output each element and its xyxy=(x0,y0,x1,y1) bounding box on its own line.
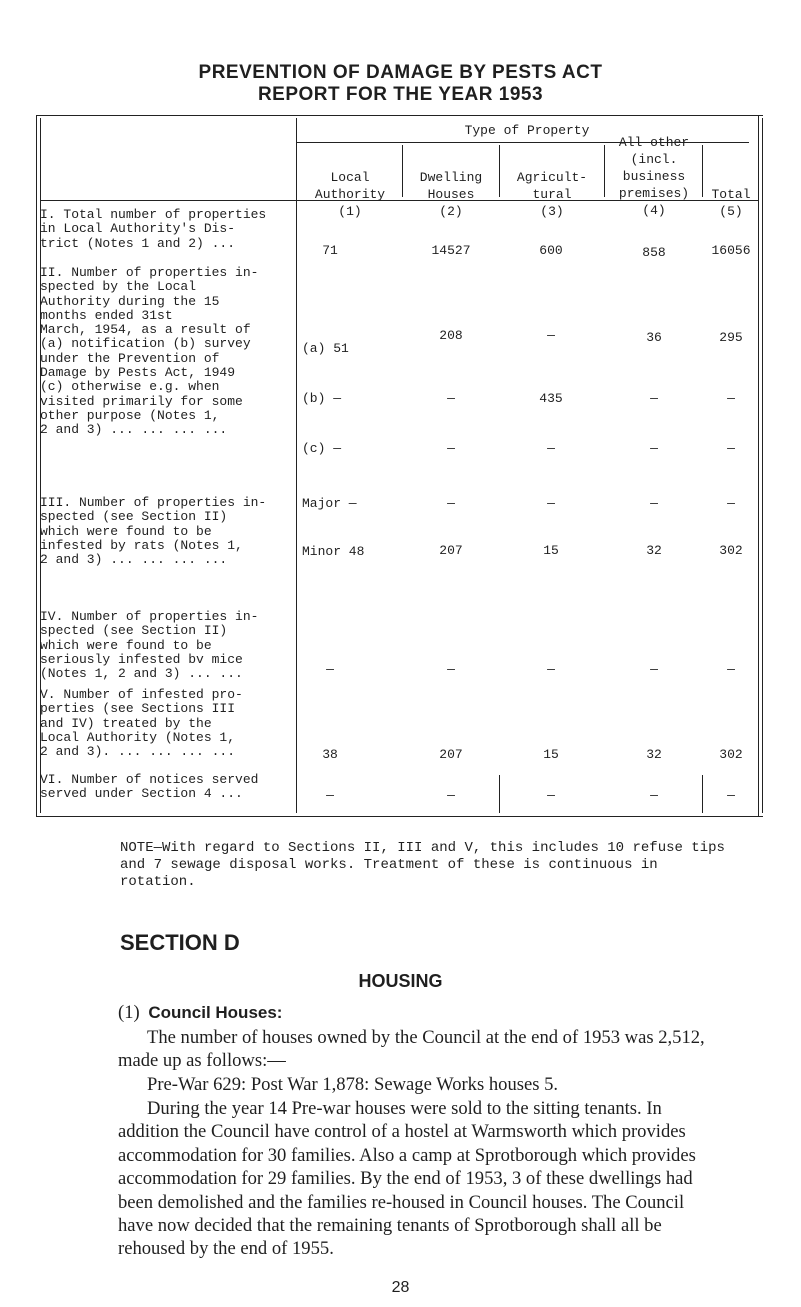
paragraph-houses-owned: The number of houses owned by the Council at the end of 1953 was 2,512, made up as follows:— xyxy=(118,1027,705,1072)
table-cell: (b) — xyxy=(302,391,342,406)
table-cell: Major — xyxy=(302,496,357,511)
table-cell: Minor 48 xyxy=(302,544,365,559)
table-cell: 302 xyxy=(719,543,743,558)
table-cell: — xyxy=(727,391,735,406)
table-cell: (c) — xyxy=(302,441,342,456)
table-cell: — xyxy=(650,662,658,677)
table-cell: 38 xyxy=(322,747,338,762)
col-header-local-authority: Local Authority (1) xyxy=(314,170,386,219)
type-of-property-header: Type of Property xyxy=(464,123,590,138)
table-cell: — xyxy=(447,788,455,803)
table-cell: 600 xyxy=(539,243,563,258)
table-cell: 295 xyxy=(719,330,743,345)
housing-heading: HOUSING xyxy=(358,971,443,991)
table-cell: — xyxy=(727,496,735,511)
page-subtitle: REPORT FOR THE YEAR 1953 xyxy=(257,84,544,105)
table-cell: — xyxy=(727,662,735,677)
table-cell: — xyxy=(326,788,334,803)
table-cell: — xyxy=(447,391,455,406)
table-cell: — xyxy=(326,662,334,677)
paragraph-house-breakdown: Pre-War 629: Post War 1,878: Sewage Works houses 5. xyxy=(147,1074,559,1095)
table-cell: 71 xyxy=(322,243,338,258)
table-cell: — xyxy=(447,441,455,456)
row-label-notices-served: VI. Number of notices served served under Section 4 ... xyxy=(40,772,259,802)
table-cell: — xyxy=(447,662,455,677)
item-title: Council Houses: xyxy=(148,1003,283,1022)
table-cell: — xyxy=(650,391,658,406)
table-cell: — xyxy=(727,441,735,456)
table-cell: 207 xyxy=(439,747,463,762)
col-header-agricultural: Agricult- tural (3) xyxy=(516,170,588,219)
table-cell: 14527 xyxy=(431,243,471,258)
row-label-treated: V. Number of infested pro- perties (see Sections III and IV) treated by the Local Authority (Notes 1, 2 and 3). ... ... ... ... xyxy=(40,687,243,760)
table-cell: (a) 51 xyxy=(302,341,349,356)
table-cell: 435 xyxy=(539,391,563,406)
col-header-all-other: All other (incl. business premises) (4) xyxy=(618,135,690,218)
table-cell: 15 xyxy=(543,747,559,762)
table-cell: 15 xyxy=(543,543,559,558)
table-cell: 858 xyxy=(642,245,666,260)
item-number: (1) xyxy=(118,1002,140,1023)
table-cell: 32 xyxy=(646,543,662,558)
table-cell: — xyxy=(727,788,735,803)
table-cell: — xyxy=(547,662,555,677)
col-header-total: Total (5) xyxy=(711,187,751,219)
table-cell: — xyxy=(650,441,658,456)
page-number: 28 xyxy=(391,1279,410,1296)
table-cell: — xyxy=(547,441,555,456)
table-cell: 16056 xyxy=(711,243,751,258)
row-label-total-properties: I. Total number of properties in Local Authority's Dis- trict (Notes 1 and 2) ... xyxy=(40,207,267,251)
table-cell: 302 xyxy=(719,747,743,762)
table-cell: 32 xyxy=(646,747,662,762)
table-cell: — xyxy=(547,328,555,343)
table-cell: 208 xyxy=(439,328,463,343)
page-title: PREVENTION OF DAMAGE BY PESTS ACT xyxy=(198,62,603,83)
table-note: NOTE—With regard to Sections II, III and V, this includes 10 refuse tips and 7 sewage disposal works. Treatment of these is continuous in rotation. xyxy=(120,840,725,890)
table-cell: 207 xyxy=(439,543,463,558)
row-label-mice-infested: IV. Number of properties in- spected (see Section II) which were found to be seriously infested bv mice (Notes 1, 2 and 3) ... ... xyxy=(40,609,259,682)
section-heading: SECTION D xyxy=(120,930,240,955)
table-cell: — xyxy=(650,496,658,511)
table-cell: — xyxy=(650,788,658,803)
row-label-properties-inspected: II. Number of properties in- spected by the Local Authority during the 15 months ended 31st March, 1954, as a result of (a) notification (b) survey under the Prevention of Damage by Pests Act, 1949 (c) otherwise e.g. when visited primarily for some other purpose (Notes 1, 2 and 3) ... ... ... ... xyxy=(40,265,259,438)
table-cell: — xyxy=(547,788,555,803)
paragraph-sales-hostel-camp: During the year 14 Pre-war houses were sold to the sitting tenants. In addition the Council have control of a hostel at Warmsworth which provides accommodation for 30 families. Also a camp at Sprotborough which provides accommodation for 29 families. By the end of 1953, 3 of these dwellings had been demolished and the families re-housed in Council houses. The Council have now decided that the remaining tenants of Sprotborough shall all be rehoused by the end of 1955. xyxy=(118,1098,696,1260)
table-cell: — xyxy=(547,496,555,511)
table-cell: — xyxy=(447,496,455,511)
council-houses-heading xyxy=(118,1002,282,1024)
row-label-rat-infested: III. Number of properties in- spected (see Section II) which were found to be infested by rats (Notes 1, 2 and 3) ... ... ... ... xyxy=(40,495,267,568)
col-header-dwelling-houses: Dwelling Houses (2) xyxy=(419,170,483,219)
table-cell: 36 xyxy=(646,330,662,345)
